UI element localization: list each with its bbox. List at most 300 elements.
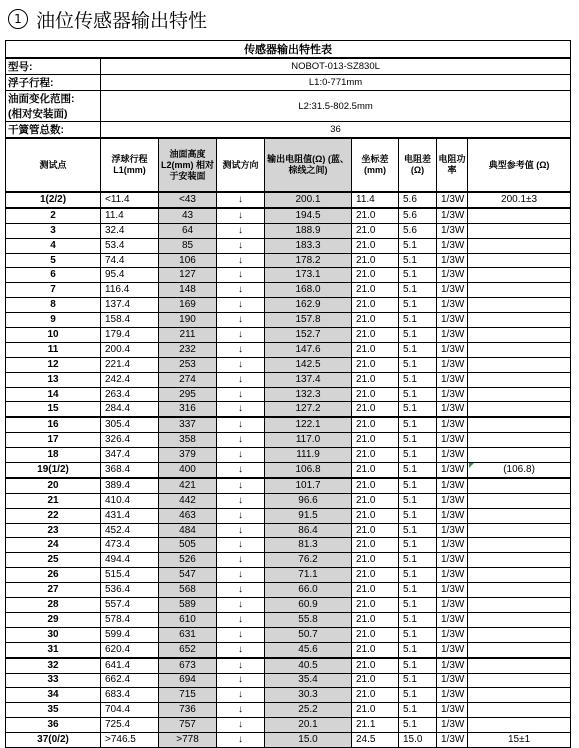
cell-oil-height: 169 [159,298,217,313]
cell-oil-height: 631 [159,627,217,642]
cell-output-resistance: 86.4 [265,523,352,538]
cell-test-point: 20 [6,478,101,493]
cell-resistor-power: 1/3W [437,238,468,253]
cell-coordinate-diff: 21.0 [352,417,399,432]
cell-output-resistance: 162.9 [265,298,352,313]
cell-oil-height: 85 [159,238,217,253]
cell-test-direction: ↓ [217,673,265,688]
cell-resistor-power: 1/3W [437,328,468,343]
cell-float-stroke: 179.4 [101,328,159,343]
cell-test-direction: ↓ [217,658,265,673]
cell-resistance-diff: 5.1 [399,417,437,432]
table-row [6,612,571,627]
cell-coordinate-diff: 21.0 [352,703,399,718]
cell-float-stroke: 641.4 [101,658,159,673]
cell-oil-height: 736 [159,703,217,718]
cell-test-point: 35 [6,703,101,718]
cell-resistor-power: 1/3W [437,387,468,402]
cell-output-resistance: 55.8 [265,612,352,627]
cell-typical-reference [468,433,571,448]
cell-resistance-diff: 5.1 [399,642,437,657]
cell-test-direction: ↓ [217,612,265,627]
cell-test-point: 34 [6,688,101,703]
cell-float-stroke: 536.4 [101,583,159,598]
col-oil-height: 油面高度 L2(mm) 相对于安装面 [159,138,217,192]
cell-float-stroke: 557.4 [101,598,159,613]
table-row [6,223,571,238]
cell-typical-reference [468,342,571,357]
cell-test-point: 13 [6,372,101,387]
col-coordinate-diff: 坐标差 (mm) [352,138,399,192]
cell-test-point: 15 [6,402,101,417]
cell-typical-reference [468,208,571,223]
cell-resistor-power: 1/3W [437,448,468,463]
cell-oil-height: 757 [159,718,217,733]
cell-test-direction: ↓ [217,508,265,523]
cell-output-resistance: 71.1 [265,568,352,583]
model-label: 型号: [6,58,101,75]
cell-float-stroke: 494.4 [101,553,159,568]
cell-coordinate-diff: 21.0 [352,642,399,657]
cell-oil-height: 148 [159,283,217,298]
cell-coordinate-diff: 21.0 [352,238,399,253]
cell-output-resistance: 122.1 [265,417,352,432]
cell-test-direction: ↓ [217,387,265,402]
cell-output-resistance: 200.1 [265,192,352,208]
cell-test-point: 8 [6,298,101,313]
float-stroke-value: L1:0-771mm [101,75,571,91]
cell-test-direction: ↓ [217,703,265,718]
cell-typical-reference [468,478,571,493]
cell-test-point: 24 [6,538,101,553]
cell-test-direction: ↓ [217,433,265,448]
cell-resistance-diff: 5.1 [399,342,437,357]
table-row [6,523,571,538]
cell-resistance-diff: 5.1 [399,402,437,417]
cell-test-direction: ↓ [217,463,265,478]
cell-typical-reference [468,313,571,328]
table-row [6,627,571,642]
cell-resistor-power: 1/3W [437,342,468,357]
cell-float-stroke: >746.5 [101,733,159,748]
cell-resistance-diff: 5.1 [399,553,437,568]
cell-resistance-diff: 5.1 [399,433,437,448]
cell-resistance-diff: 5.1 [399,568,437,583]
cell-typical-reference [468,703,571,718]
table-row [6,387,571,402]
cell-test-direction: ↓ [217,448,265,463]
cell-float-stroke: 74.4 [101,253,159,268]
cell-output-resistance: 30.3 [265,688,352,703]
table-title: 传感器输出特性表 [6,41,571,59]
cell-coordinate-diff: 21.1 [352,718,399,733]
table-row [6,553,571,568]
cell-oil-height: 547 [159,568,217,583]
cell-oil-height: 421 [159,478,217,493]
cell-float-stroke: 200.4 [101,342,159,357]
cell-test-point: 4 [6,238,101,253]
table-row [6,328,571,343]
cell-resistor-power: 1/3W [437,283,468,298]
cell-typical-reference [468,642,571,657]
table-row [6,478,571,493]
cell-oil-height: 694 [159,673,217,688]
cell-resistance-diff: 5.1 [399,538,437,553]
cell-test-direction: ↓ [217,268,265,283]
cell-typical-reference: 15±1 [468,733,571,748]
cell-test-direction: ↓ [217,523,265,538]
cell-float-stroke: 410.4 [101,493,159,508]
cell-float-stroke: 116.4 [101,283,159,298]
cell-typical-reference [468,538,571,553]
cell-resistor-power: 1/3W [437,523,468,538]
cell-typical-reference [468,583,571,598]
cell-test-point: 28 [6,598,101,613]
cell-float-stroke: 662.4 [101,673,159,688]
cell-test-direction: ↓ [217,372,265,387]
cell-coordinate-diff: 21.0 [352,688,399,703]
cell-typical-reference [468,268,571,283]
cell-oil-height: 463 [159,508,217,523]
cell-coordinate-diff: 21.0 [352,268,399,283]
cell-test-point: 37(0/2) [6,733,101,748]
cell-coordinate-diff: 21.0 [352,387,399,402]
cell-test-direction: ↓ [217,583,265,598]
cell-output-resistance: 194.5 [265,208,352,223]
cell-test-point: 14 [6,387,101,402]
cell-test-direction: ↓ [217,718,265,733]
cell-coordinate-diff: 21.0 [352,658,399,673]
cell-typical-reference [468,417,571,432]
cell-coordinate-diff: 21.0 [352,538,399,553]
table-row [6,538,571,553]
cell-output-resistance: 35.4 [265,673,352,688]
cell-resistance-diff: 5.1 [399,703,437,718]
cell-float-stroke: 704.4 [101,703,159,718]
cell-coordinate-diff: 21.0 [352,478,399,493]
cell-float-stroke: 725.4 [101,718,159,733]
cell-output-resistance: 157.8 [265,313,352,328]
cell-typical-reference [468,448,571,463]
cell-coordinate-diff: 21.0 [352,508,399,523]
cell-coordinate-diff: 21.0 [352,283,399,298]
cell-typical-reference [468,493,571,508]
table-row [6,433,571,448]
table-row [6,493,571,508]
cell-oil-height: <43 [159,192,217,208]
cell-output-resistance: 173.1 [265,268,352,283]
cell-resistance-diff: 5.6 [399,192,437,208]
cell-typical-reference [468,598,571,613]
cell-oil-height: 106 [159,253,217,268]
cell-typical-reference: (106.8) [468,463,571,478]
cell-oil-height: 295 [159,387,217,402]
cell-float-stroke: 305.4 [101,417,159,432]
cell-resistor-power: 1/3W [437,612,468,627]
cell-resistance-diff: 5.6 [399,223,437,238]
cell-oil-height: 568 [159,583,217,598]
cell-float-stroke: 473.4 [101,538,159,553]
cell-resistor-power: 1/3W [437,493,468,508]
table-row [6,298,571,313]
cell-resistor-power: 1/3W [437,208,468,223]
cell-test-point: 18 [6,448,101,463]
cell-resistor-power: 1/3W [437,538,468,553]
cell-oil-height: 211 [159,328,217,343]
cell-oil-height: 652 [159,642,217,657]
cell-test-point: 33 [6,673,101,688]
float-stroke-label: 浮子行程: [6,75,101,91]
cell-test-point: 22 [6,508,101,523]
cell-oil-height: 715 [159,688,217,703]
cell-typical-reference [468,357,571,372]
cell-coordinate-diff: 21.0 [352,463,399,478]
table-row [6,268,571,283]
cell-oil-height: 505 [159,538,217,553]
table-row [6,688,571,703]
cell-resistance-diff: 5.1 [399,508,437,523]
cell-test-point: 9 [6,313,101,328]
col-resistance-diff: 电阻差 (Ω) [399,138,437,192]
cell-output-resistance: 152.7 [265,328,352,343]
cell-test-direction: ↓ [217,357,265,372]
cell-test-direction: ↓ [217,627,265,642]
cell-oil-height: >778 [159,733,217,748]
cell-oil-height: 610 [159,612,217,627]
table-row [6,283,571,298]
cell-resistor-power: 1/3W [437,402,468,417]
cell-float-stroke: 515.4 [101,568,159,583]
cell-oil-height: 274 [159,372,217,387]
table-row [6,583,571,598]
cell-oil-height: 358 [159,433,217,448]
cell-test-point: 6 [6,268,101,283]
cell-oil-height: 400 [159,463,217,478]
cell-test-direction: ↓ [217,538,265,553]
cell-typical-reference [468,402,571,417]
cell-output-resistance: 147.6 [265,342,352,357]
cell-resistor-power: 1/3W [437,627,468,642]
cell-float-stroke: 368.4 [101,463,159,478]
cell-output-resistance: 178.2 [265,253,352,268]
cell-resistor-power: 1/3W [437,718,468,733]
cell-output-resistance: 25.2 [265,703,352,718]
cell-output-resistance: 101.7 [265,478,352,493]
circled-number: 1 [8,9,28,29]
cell-coordinate-diff: 21.0 [352,208,399,223]
cell-float-stroke: 158.4 [101,313,159,328]
cell-coordinate-diff: 21.0 [352,298,399,313]
cell-test-point: 32 [6,658,101,673]
cell-resistor-power: 1/3W [437,357,468,372]
cell-resistance-diff: 5.1 [399,493,437,508]
cell-float-stroke: 53.4 [101,238,159,253]
cell-coordinate-diff: 21.0 [352,523,399,538]
cell-test-direction: ↓ [217,328,265,343]
table-row [6,313,571,328]
cell-resistor-power: 1/3W [437,192,468,208]
cell-test-point: 29 [6,612,101,627]
cell-resistance-diff: 5.1 [399,283,437,298]
cell-typical-reference [468,658,571,673]
cell-test-direction: ↓ [217,417,265,432]
col-test-direction: 测试方向 [217,138,265,192]
table-body [6,192,571,747]
cell-float-stroke: 599.4 [101,627,159,642]
cell-test-direction: ↓ [217,478,265,493]
cell-typical-reference [468,238,571,253]
cell-coordinate-diff: 11.4 [352,192,399,208]
table-row [6,402,571,417]
cell-output-resistance: 111.9 [265,448,352,463]
cell-resistor-power: 1/3W [437,703,468,718]
cell-coordinate-diff: 21.0 [352,223,399,238]
cell-resistance-diff: 5.1 [399,253,437,268]
cell-test-direction: ↓ [217,283,265,298]
cell-output-resistance: 40.5 [265,658,352,673]
cell-test-point: 21 [6,493,101,508]
cell-test-direction: ↓ [217,223,265,238]
cell-output-resistance: 168.0 [265,283,352,298]
cell-oil-height: 442 [159,493,217,508]
cell-oil-height: 673 [159,658,217,673]
cell-resistor-power: 1/3W [437,268,468,283]
table-row [6,598,571,613]
cell-resistance-diff: 5.1 [399,328,437,343]
cell-test-direction: ↓ [217,208,265,223]
cell-resistance-diff: 5.1 [399,463,437,478]
cell-output-resistance: 96.6 [265,493,352,508]
cell-coordinate-diff: 24.5 [352,733,399,748]
cell-float-stroke: 137.4 [101,298,159,313]
cell-coordinate-diff: 21.0 [352,553,399,568]
table-row [6,192,571,208]
cell-resistor-power: 1/3W [437,253,468,268]
cell-resistor-power: 1/3W [437,673,468,688]
cell-typical-reference [468,688,571,703]
table-row [6,417,571,432]
cell-coordinate-diff: 21.0 [352,372,399,387]
cell-resistance-diff: 15.0 [399,733,437,748]
cell-resistor-power: 1/3W [437,733,468,748]
cell-float-stroke: 32.4 [101,223,159,238]
cell-test-direction: ↓ [217,238,265,253]
cell-test-point: 31 [6,642,101,657]
table-row [6,733,571,748]
col-resistor-power: 电阻功率 [437,138,468,192]
cell-test-point: 7 [6,283,101,298]
cell-typical-reference [468,328,571,343]
oil-range-value: L2:31.5-802.5mm [101,91,571,122]
cell-output-resistance: 183.3 [265,238,352,253]
cell-coordinate-diff: 21.0 [352,568,399,583]
table-row [6,568,571,583]
cell-test-point: 12 [6,357,101,372]
cell-oil-height: 484 [159,523,217,538]
cell-output-resistance: 127.2 [265,402,352,417]
cell-output-resistance: 106.8 [265,463,352,478]
cell-resistor-power: 1/3W [437,372,468,387]
cell-oil-height: 589 [159,598,217,613]
cell-coordinate-diff: 21.0 [352,433,399,448]
cell-test-direction: ↓ [217,733,265,748]
cell-resistance-diff: 5.1 [399,478,437,493]
cell-float-stroke: 347.4 [101,448,159,463]
cell-resistance-diff: 5.1 [399,268,437,283]
cell-typical-reference [468,718,571,733]
cell-resistance-diff: 5.1 [399,612,437,627]
cell-test-point: 2 [6,208,101,223]
oil-range-label-line1: 油面变化范围: [8,93,75,105]
cell-float-stroke: 578.4 [101,612,159,627]
cell-output-resistance: 132.3 [265,387,352,402]
cell-test-direction: ↓ [217,553,265,568]
cell-resistance-diff: 5.1 [399,313,437,328]
cell-float-stroke: 452.4 [101,523,159,538]
cell-oil-height: 337 [159,417,217,432]
cell-resistor-power: 1/3W [437,568,468,583]
section-heading [8,6,207,32]
table-row [6,448,571,463]
cell-test-direction: ↓ [217,298,265,313]
cell-typical-reference [468,627,571,642]
cell-resistance-diff: 5.1 [399,448,437,463]
reed-count-value: 36 [101,122,571,139]
cell-typical-reference [468,673,571,688]
cell-resistor-power: 1/3W [437,598,468,613]
cell-oil-height: 127 [159,268,217,283]
cell-float-stroke: 95.4 [101,268,159,283]
cell-typical-reference [468,298,571,313]
cell-oil-height: 379 [159,448,217,463]
oil-range-label [6,91,101,122]
cell-typical-reference [468,612,571,627]
cell-coordinate-diff: 21.0 [352,583,399,598]
cell-test-point: 25 [6,553,101,568]
cell-test-direction: ↓ [217,688,265,703]
cell-output-resistance: 45.6 [265,642,352,657]
cell-resistance-diff: 5.1 [399,372,437,387]
cell-float-stroke: 284.4 [101,402,159,417]
cell-test-direction: ↓ [217,568,265,583]
cell-test-point: 3 [6,223,101,238]
col-test-point: 测试点 [6,138,101,192]
cell-resistor-power: 1/3W [437,642,468,657]
cell-output-resistance: 117.0 [265,433,352,448]
cell-resistor-power: 1/3W [437,433,468,448]
cell-resistance-diff: 5.1 [399,238,437,253]
cell-float-stroke: 242.4 [101,372,159,387]
cell-test-direction: ↓ [217,598,265,613]
cell-oil-height: 64 [159,223,217,238]
cell-coordinate-diff: 21.0 [352,627,399,642]
cell-float-stroke: 263.4 [101,387,159,402]
cell-resistance-diff: 5.1 [399,523,437,538]
cell-resistance-diff: 5.1 [399,583,437,598]
col-output-resistance: 输出电阻值(Ω) (蓝、棕线之间) [265,138,352,192]
cell-test-point: 23 [6,523,101,538]
cell-coordinate-diff: 21.0 [352,612,399,627]
cell-typical-reference [468,223,571,238]
cell-output-resistance: 20.1 [265,718,352,733]
cell-resistance-diff: 5.1 [399,658,437,673]
cell-float-stroke: 431.4 [101,508,159,523]
cell-coordinate-diff: 21.0 [352,342,399,357]
cell-output-resistance: 60.9 [265,598,352,613]
cell-coordinate-diff: 21.0 [352,253,399,268]
cell-typical-reference [468,372,571,387]
cell-resistor-power: 1/3W [437,313,468,328]
